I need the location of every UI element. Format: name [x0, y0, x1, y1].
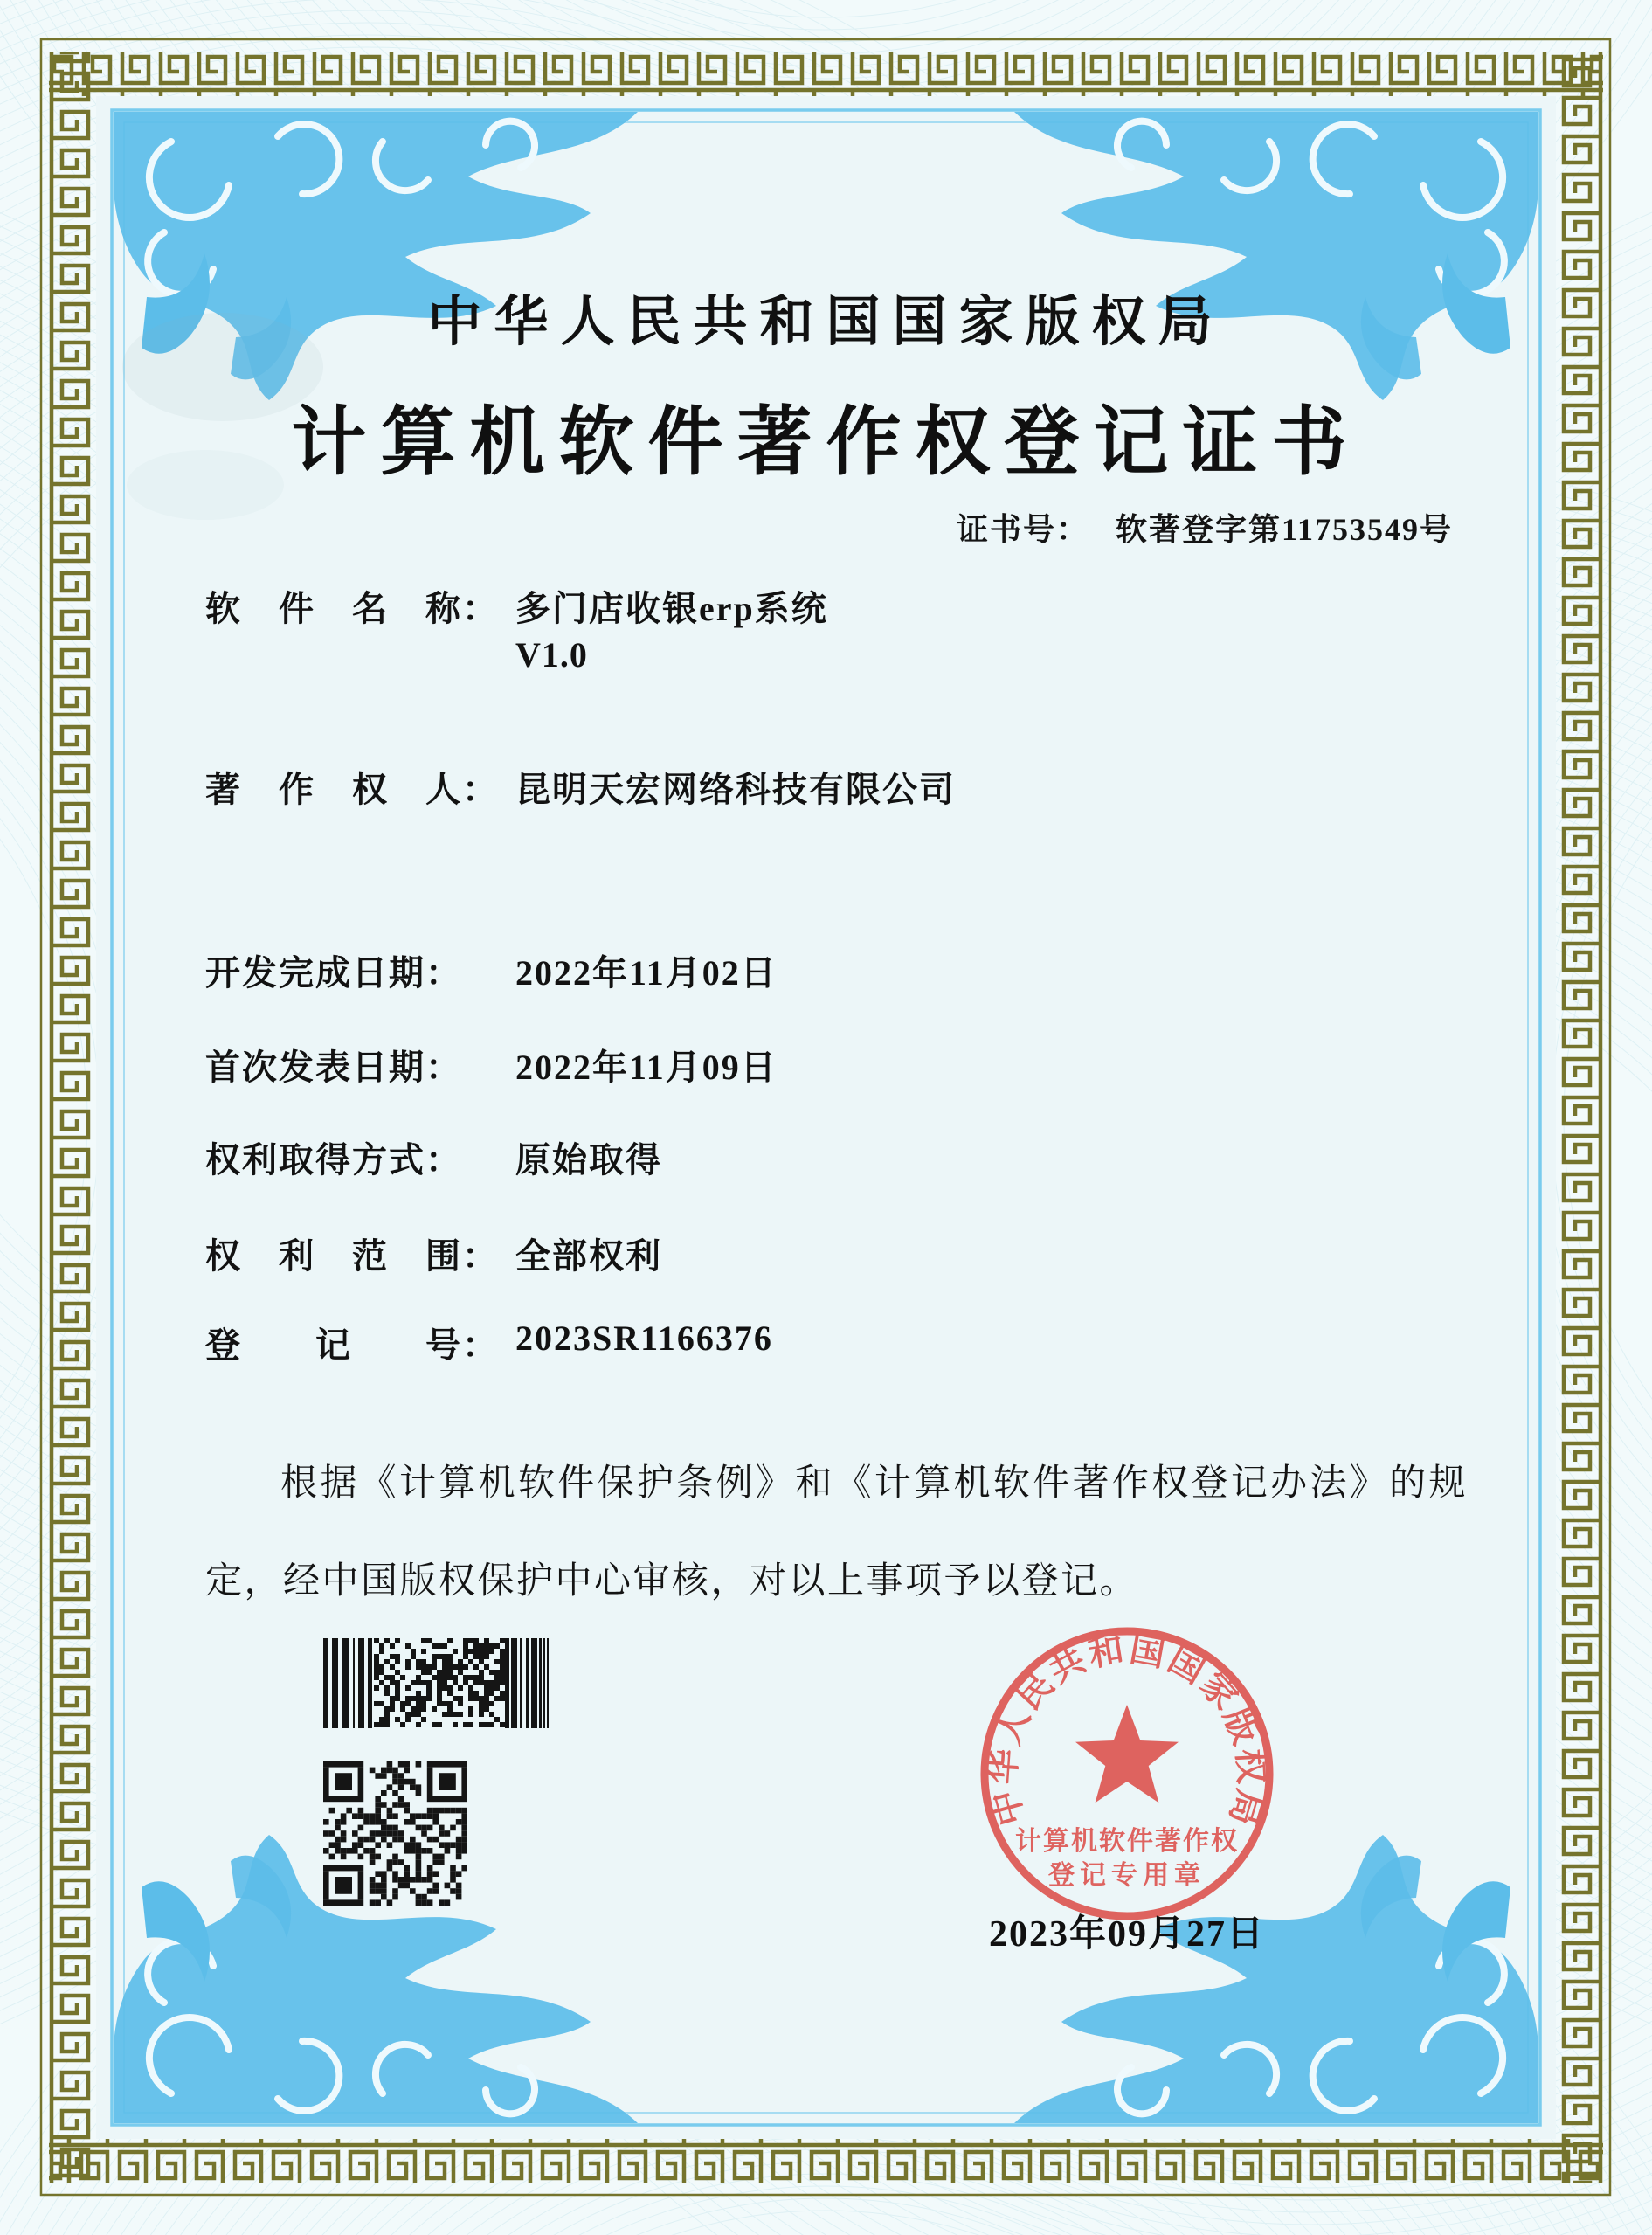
seal-star-icon — [1075, 1705, 1179, 1803]
seal-line1: 计算机软件著作权 — [1015, 1827, 1239, 1856]
field-row-rights-scope — [205, 1228, 662, 1278]
field-label: 权利取得方式： — [205, 1140, 462, 1180]
official-seal — [974, 1621, 1280, 1927]
field-label: 权 利 范 围： — [205, 1236, 499, 1276]
registration-statement: 根据《计算机软件保护条例》和《计算机软件著作权登记办法》的规定，经中国版权保护中心审核，对以上事项予以登记。 — [205, 1463, 1468, 1602]
field-value: 2022年11月02日 — [515, 953, 778, 993]
field-label: 登 记 号： — [205, 1325, 499, 1365]
field-value: 2022年11月09日 — [515, 1048, 778, 1087]
certificate-number-label: 证书号： — [956, 512, 1089, 547]
field-value: 原始取得 — [515, 1140, 662, 1180]
field-row-registration-number — [205, 1318, 773, 1367]
field-label: 开发完成日期： — [205, 953, 462, 993]
certificate-number — [957, 505, 1453, 550]
barcode — [323, 1638, 554, 1728]
software-version: V1.0 — [515, 635, 588, 675]
field-value: 全部权利 — [515, 1236, 662, 1276]
field-value: 多门店收银erp系统 — [515, 589, 828, 628]
field-label: 软 件 名 称： — [205, 589, 499, 628]
issuing-authority: 中华人民共和国国家版权局 — [427, 293, 1225, 352]
field-label: 首次发表日期： — [205, 1048, 462, 1087]
certificate-title: 计算机软件著作权登记证书 — [291, 400, 1361, 484]
field-row-rights-acquisition — [205, 1132, 662, 1182]
seal-graphics — [983, 1630, 1271, 1916]
field-value: 昆明天宏网络科技有限公司 — [515, 770, 956, 809]
field-label: 著 作 权 人： — [205, 770, 499, 809]
seal-line2: 登记专用章 — [1048, 1861, 1206, 1890]
issue-date: 2023年09月27日 — [988, 1914, 1265, 1955]
field-row-first-publish-date — [205, 1040, 778, 1090]
field-row-software-name — [205, 581, 828, 631]
seal-arc-text: 中华人民共和国国家版权局 — [982, 1629, 1271, 1833]
field-row-copyright-owner — [205, 762, 956, 812]
certificate-number-value: 软著登字第11753549号 — [1115, 512, 1453, 547]
field-value: 2023SR1166376 — [515, 1318, 773, 1358]
field-row-dev-complete-date — [205, 945, 778, 995]
qr-code — [323, 1761, 467, 1906]
